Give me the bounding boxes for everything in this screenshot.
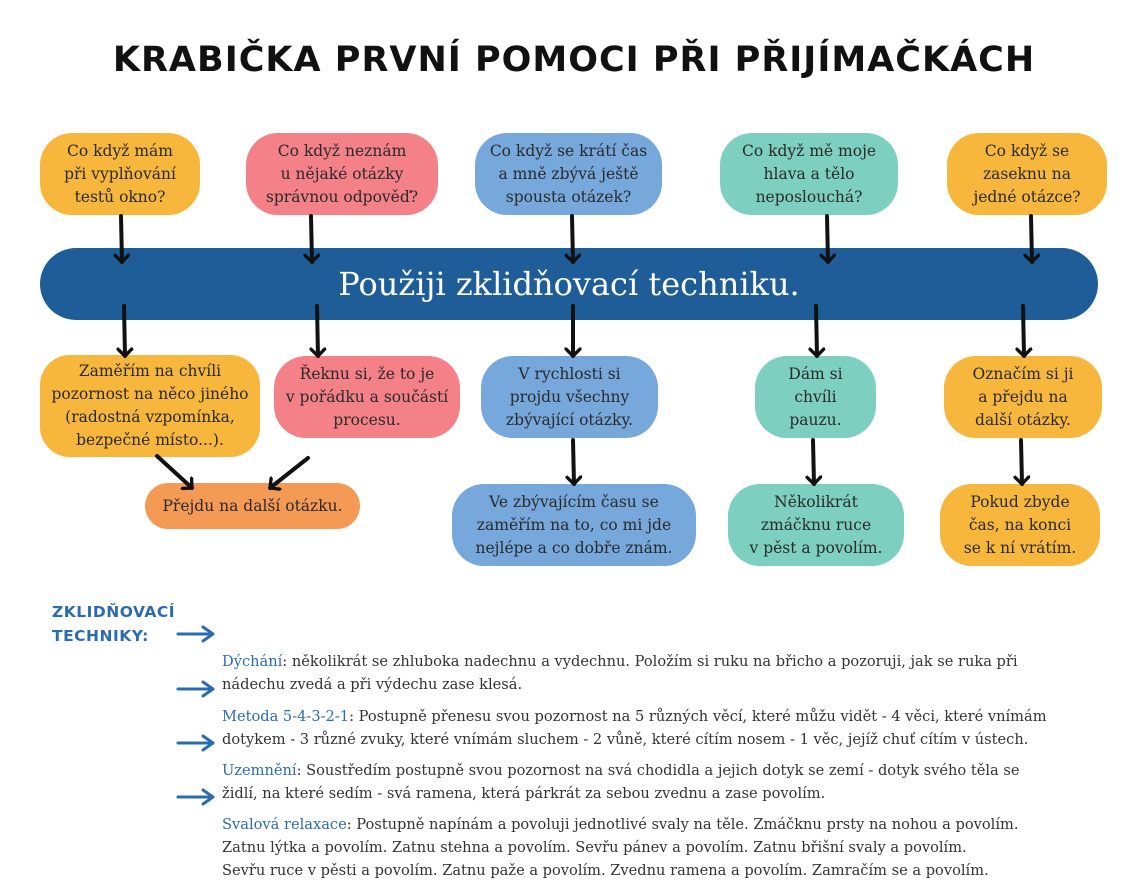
bullet-arrow-icon <box>178 790 213 804</box>
step-projdu-otazky: V rychlosti si projdu všechny zbývající otázky. <box>481 356 658 438</box>
arrow-diag-right <box>270 458 308 488</box>
question-zasekl: Co když se zaseknu na jedné otázce? <box>947 133 1107 215</box>
step-pauza: Dám si chvíli pauzu. <box>755 356 876 438</box>
outcome-vratim-se: Pokud zbyde čas, na konci se k ní vrátím. <box>940 484 1100 566</box>
outcome-zmacknu-ruce: Několikrát zmáčknu ruce v pěst a povolím. <box>728 484 904 566</box>
question-okno: Co když mám při vyplňování testů okno? <box>40 133 200 215</box>
step-zamerim-pozornost: Zaměřím na chvíli pozornost na něco jiného (radostná vzpomínka, bezpečné místo...). <box>40 355 260 457</box>
arrow-down-q3 <box>572 216 573 262</box>
bullet-arrow-icon <box>178 736 213 750</box>
technique-text: : Postupně napínám a povoluji jednotlivé svaly na těle. Zmáčknu prsty na nohou a povolím. Zatnu lýtka a povolím. Zatnu stehna a povolím. Sevřu pánev a povolím. Zatnu břišní svaly a povolím. Sevřu ruce v pěsti a povolím. Zatnu paže a povolím. Zvednu ramena a povolím. Zamračím se a povolím. <box>222 816 1019 879</box>
arrow-down-o4 <box>1021 440 1022 484</box>
technique-name: Uzemnění <box>222 762 297 779</box>
arrow-down-s5 <box>1023 306 1024 356</box>
central-label: Použiji zklidňovací techniku. <box>338 265 800 303</box>
arrow-diag-left <box>157 456 192 488</box>
page-title: KRABIČKA PRVNÍ POMOCI PŘI PŘIJÍMAČKÁCH <box>112 40 1036 80</box>
technique-name: Metoda 5-4-3-2-1 <box>222 708 350 725</box>
arrow-down-o3 <box>813 440 814 484</box>
arrow-down-o2 <box>573 440 574 484</box>
arrow-down-s2 <box>317 306 318 356</box>
step-reknu-si: Řeknu si, že to je v pořádku a součástí procesu. <box>274 356 460 438</box>
question-cas: Co když se krátí čas a mně zbývá ještě spousta otázek? <box>475 133 662 215</box>
step-oznacim: Označím si ji a přejdu na další otázky. <box>944 356 1102 438</box>
bullet-arrow-icon <box>178 682 213 696</box>
technique-text: : několikrát se zhluboka nadechnu a vydechnu. Položím si ruku na břicho a pozoruji, jak se ruka při nádechu zvedá a při výdechu zase klesá. <box>222 653 1018 693</box>
technique-name: Svalová relaxace <box>222 816 347 833</box>
technique-text: : Soustředím postupně svou pozornost na svá chodidla a jejich dotyk se zemí - dotyk svého těla se židlí, na které sedím - svá ramena, která párkrát za sebou zvednu a zase povolím. <box>222 762 1020 802</box>
technique-text: : Postupně přenesu svou pozornost na 5 různých věcí, které můžu vidět - 4 věci, které vnímám dotykem - 3 různé zvuky, které vnímám sluchem - 2 vůně, které cítím nosem - 1 věc, jejíž chuť cítím v ústech. <box>222 708 1047 748</box>
technique-name: Dýchání <box>222 653 283 670</box>
outcome-dalsi-otazka: Přejdu na další otázku. <box>145 483 360 529</box>
arrow-down-s1 <box>124 306 125 356</box>
outcome-zamerim-na-to: Ve zbývajícím času se zaměřím na to, co mi jde nejlépe a co dobře znám. <box>452 484 696 566</box>
arrow-down-q5 <box>1031 216 1032 262</box>
arrow-down-s4 <box>816 306 817 356</box>
techniques-heading: ZKLIDŇOVACÍ TECHNIKY: <box>52 603 176 645</box>
question-neznam: Co když neznám u nějaké otázky správnou odpověď? <box>246 133 438 215</box>
technique-svalova-relaxace <box>222 790 1122 882</box>
arrow-down-q4 <box>827 216 828 262</box>
arrow-down-q2 <box>311 216 312 262</box>
arrow-down-q1 <box>121 216 122 262</box>
question-hlava-telo: Co když mě moje hlava a tělo neposlouchá? <box>720 133 898 215</box>
bullet-arrow-icon <box>178 627 213 641</box>
